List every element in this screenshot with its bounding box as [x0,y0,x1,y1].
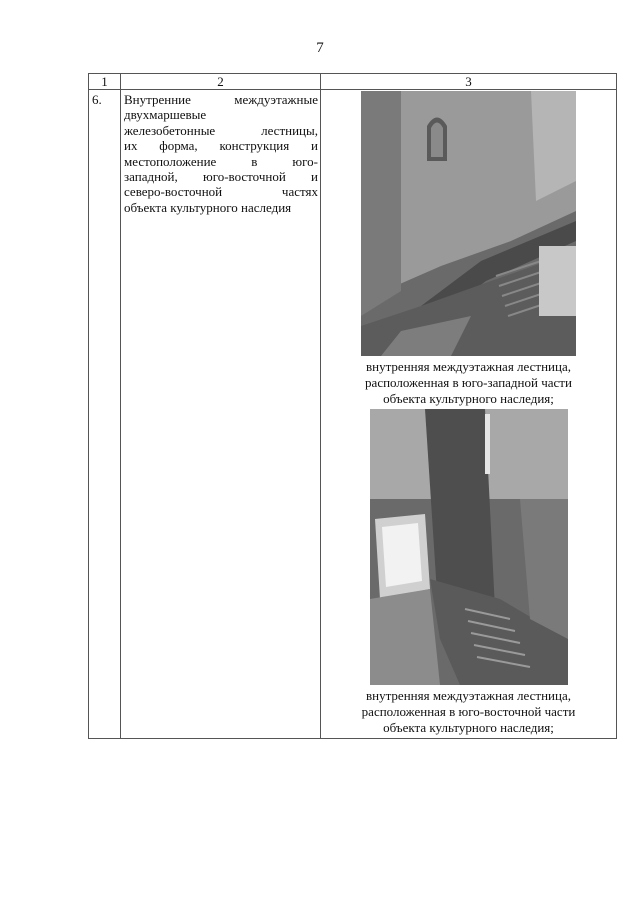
table-header-row [89,74,617,90]
caption-line: объекта культурного наследия; [383,720,554,735]
description-line: железобетонные лестницы, [124,122,318,138]
caption-line: внутренняя междуэтажная лестница, [366,688,571,703]
caption-line: внутренняя междуэтажная лестница, [366,359,571,374]
caption-line: расположенная в юго-западной части [365,375,572,390]
description-line: двухмаршевые [124,107,207,123]
photo-caption-southwest [321,356,616,409]
photo-cell [321,90,617,739]
column-header-3: 3 [321,74,617,90]
row-description [121,90,321,739]
description-line: северо-восточной частях [124,184,318,200]
description-line: их форма, конструкция и [124,138,318,154]
caption-line: объекта культурного наследия; [383,391,554,406]
photo-caption-southeast [321,685,616,738]
column-header-1: 1 [89,74,121,90]
page-number: 7 [316,40,324,56]
heritage-table [88,73,617,739]
description-line: Внутренние междуэтажные [124,92,318,107]
row-number: 6. [89,90,121,739]
description-line: местоположение в юго- [124,153,318,169]
table-row [89,90,617,739]
description-line: объекта культурного наследия [124,199,292,215]
column-header-2: 2 [121,74,321,90]
description-line: западной, юго-восточной и [124,169,318,185]
staircase-photo-southwest [361,91,576,356]
staircase-photo-southeast [370,409,568,685]
caption-line: расположенная в юго-восточной части [361,704,576,719]
